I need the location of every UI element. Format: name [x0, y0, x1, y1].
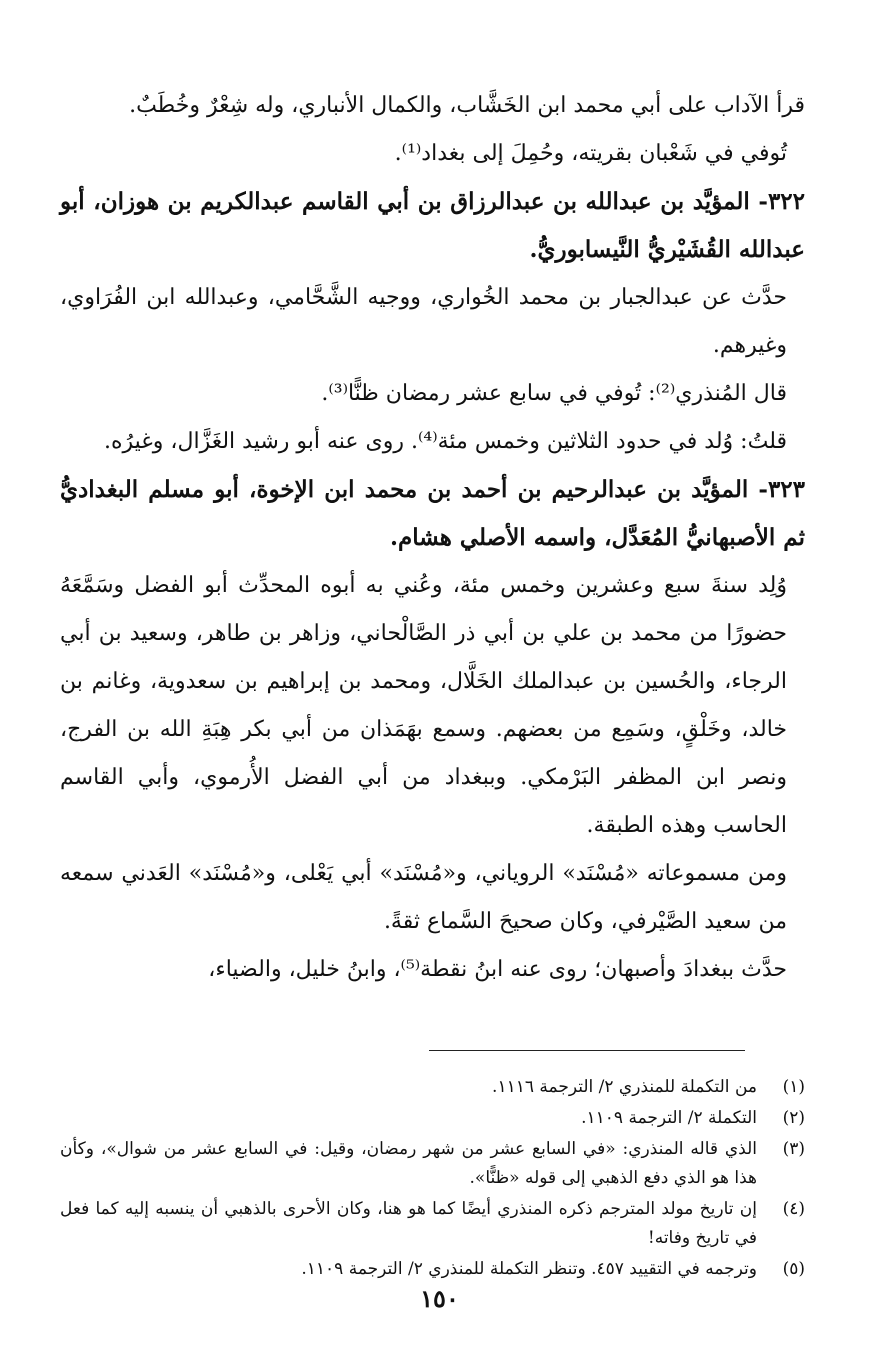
footnote-number: (٢): [782, 1108, 805, 1128]
footnote-text: من التكملة للمنذري ٢/ الترجمة ١١١٦.: [492, 1077, 757, 1097]
footnote-number: (٣): [782, 1139, 805, 1159]
paragraph-death: تُوفي في شَعْبان بقريته، وحُمِلَ إلى بغداد⁽¹⁾.: [394, 141, 787, 166]
paragraph-hadith-from: حدَّث عن عبدالجبار بن محمد الخُواري، ووجيه الشَّحَّامي، وعبدالله ابن الفُرَاوي، وغيرهم.: [60, 285, 787, 358]
footnote-item: [60, 1104, 805, 1133]
footnote-number: (٤): [782, 1199, 805, 1219]
paragraph-adab: قرأ الآداب على أبي محمد ابن الخَشَّاب، والكمال الأنباري، وله شِعْرٌ وخُطَبٌ.: [129, 93, 805, 118]
footnote-text: وترجمه في التقييد ٤٥٧. وتنظر التكملة للمنذري ٢/ الترجمة ١١٠٩.: [301, 1259, 757, 1279]
footnote-item: [60, 1135, 805, 1193]
entry-heading-323: ٣٢٣- المؤيَّد بن عبدالرحيم بن أحمد بن محمد ابن الإخوة، أبو مسلم البغداديُّ ثم الأصبهانيُّ المُعَدَّل، واسمه الأصلي هشام.: [60, 476, 805, 551]
page-number: ١٥٠: [420, 1284, 459, 1313]
footnote-text: الذي قاله المنذري: «في السابع عشر من شهر رمضان، وقيل: في السابع عشر من شوال»، وكأن هذا هو الذي دفع الذهبي إلى قوله «ظنًّا».: [60, 1139, 757, 1188]
paragraph-haddatha: حدَّث ببغدادَ وأصبهان؛ روى عنه ابنُ نقطة⁽⁵⁾، وابنُ خليل، والضياء،: [208, 957, 787, 982]
paragraph-qultu: قلتُ: وُلد في حدود الثلاثين وخمس مئة⁽⁴⁾. روى عنه أبو رشيد الغَزَّال، وغيرُه.: [103, 429, 787, 454]
footnote-number: (١): [782, 1077, 805, 1097]
footnote-text: إن تاريخ مولد المترجم ذكره المنذري أيضًا كما هو هنا، وكان الأحرى بالذهبي أن ينسبه إليه كما فعل في تاريخ وفاته!: [60, 1199, 757, 1248]
footnote-text: التكملة ٢/ الترجمة ١١٠٩.: [581, 1108, 757, 1128]
footnote-item: [60, 1195, 805, 1253]
footnote-divider: [429, 1050, 745, 1051]
paragraph-masmuat: ومن مسموعاته «مُسْنَد» الروياني، و«مُسْنَد» أبي يَعْلى، و«مُسْنَد» العَدني سمعه من سعيد الصَّيْرفي، وكان صحيحَ السَّماع ثقةً.: [60, 861, 787, 934]
footnote-item: [60, 1073, 805, 1102]
footnote-number: (٥): [782, 1259, 805, 1279]
entry-heading-322: ٣٢٢- المؤيَّد بن عبدالله بن عبدالرزاق بن أبي القاسم عبدالكريم بن هوزان، أبو عبدالله القُشَيْريُّ النَّيسابوريُّ.: [60, 188, 805, 263]
footnotes: [60, 1073, 805, 1284]
footnote-item: [60, 1255, 805, 1284]
paragraph-birth: وُلِد سنةَ سبع وعشرين وخمس مئة، وعُني به أبوه المحدِّث أبو الفضل وسَمَّعَهُ حضورًا من محمد بن علي بن أبي ذر الصَّالْحاني، وزاهر بن طاهر، وسعيد بن أبي الرجاء، والحُسين بن عبدالملك الخَلَّال، ومحمد بن إبراهيم بن سعدوية، وغانم بن خالد، وخَلْقٍ، وسَمِع من بعضهم. وسمع بهَمَذان من أبي بكر هِبَةِ الله بن الفرج، ونصر ابن المظفر البَرْمكي. وببغداد من أبي الفضل الأُرموي، وأبي القاسم الحاسب وهذه الطبقة.: [60, 573, 787, 838]
paragraph-mundhiri: قال المُنذري⁽²⁾: تُوفي في سابع عشر رمضان ظنًّا⁽³⁾.: [321, 381, 787, 406]
